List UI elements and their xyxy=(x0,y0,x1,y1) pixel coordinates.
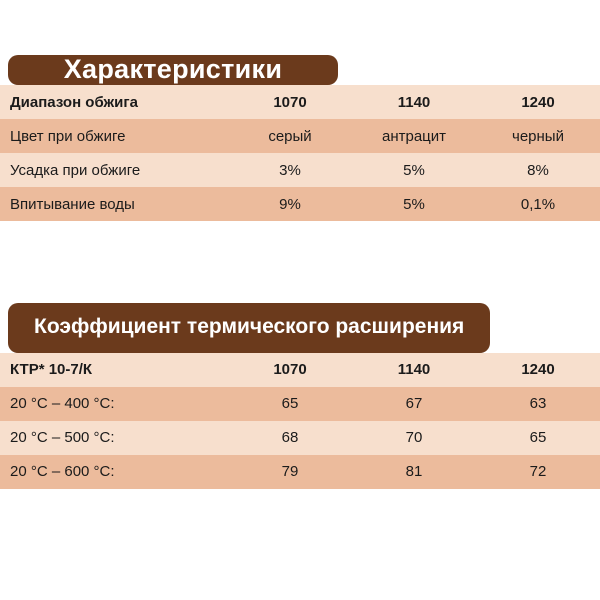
thermal-expansion-table-body xyxy=(0,353,600,489)
row-value: 70 xyxy=(352,421,476,455)
row-value: 1240 xyxy=(476,85,600,119)
row-value: 1070 xyxy=(228,353,352,387)
row-value: серый xyxy=(228,119,352,153)
row-value: 8% xyxy=(476,153,600,187)
properties-table xyxy=(0,85,600,221)
row-label: Усадка при обжиге xyxy=(0,153,228,187)
properties-table-body xyxy=(0,85,600,221)
table-row xyxy=(0,119,600,153)
row-value: 65 xyxy=(228,387,352,421)
row-value: 68 xyxy=(228,421,352,455)
table-row xyxy=(0,187,600,221)
row-label: 20 °C – 500 °C: xyxy=(0,421,228,455)
thermal-expansion-title-row xyxy=(0,303,600,353)
properties-title: Характеристики xyxy=(8,55,338,85)
row-value: 3% xyxy=(228,153,352,187)
table-row xyxy=(0,85,600,119)
table-row xyxy=(0,353,600,387)
row-value: черный xyxy=(476,119,600,153)
row-value: 63 xyxy=(476,387,600,421)
thermal-expansion-table xyxy=(0,353,600,489)
row-label: КТР* 10-7/К xyxy=(0,353,228,387)
row-value: 9% xyxy=(228,187,352,221)
row-value: 72 xyxy=(476,455,600,489)
properties-title-row xyxy=(0,55,600,85)
row-label: 20 °C – 600 °C: xyxy=(0,455,228,489)
row-label: Цвет при обжиге xyxy=(0,119,228,153)
row-label: 20 °C – 400 °C: xyxy=(0,387,228,421)
row-value: 5% xyxy=(352,187,476,221)
table-row xyxy=(0,387,600,421)
thermal-expansion-title: Коэффициент термического расширения xyxy=(8,303,490,353)
row-value: 81 xyxy=(352,455,476,489)
row-value: 65 xyxy=(476,421,600,455)
row-value: 1240 xyxy=(476,353,600,387)
row-value: 1070 xyxy=(228,85,352,119)
row-label: Диапазон обжига xyxy=(0,85,228,119)
row-value: 67 xyxy=(352,387,476,421)
row-label: Впитывание воды xyxy=(0,187,228,221)
row-value: 1140 xyxy=(352,85,476,119)
thermal-expansion-block xyxy=(0,303,600,489)
table-row xyxy=(0,455,600,489)
table-row xyxy=(0,421,600,455)
row-value: 0,1% xyxy=(476,187,600,221)
table-row xyxy=(0,153,600,187)
row-value: 1140 xyxy=(352,353,476,387)
properties-block xyxy=(0,55,600,221)
row-value: 5% xyxy=(352,153,476,187)
row-value: 79 xyxy=(228,455,352,489)
row-value: антрацит xyxy=(352,119,476,153)
